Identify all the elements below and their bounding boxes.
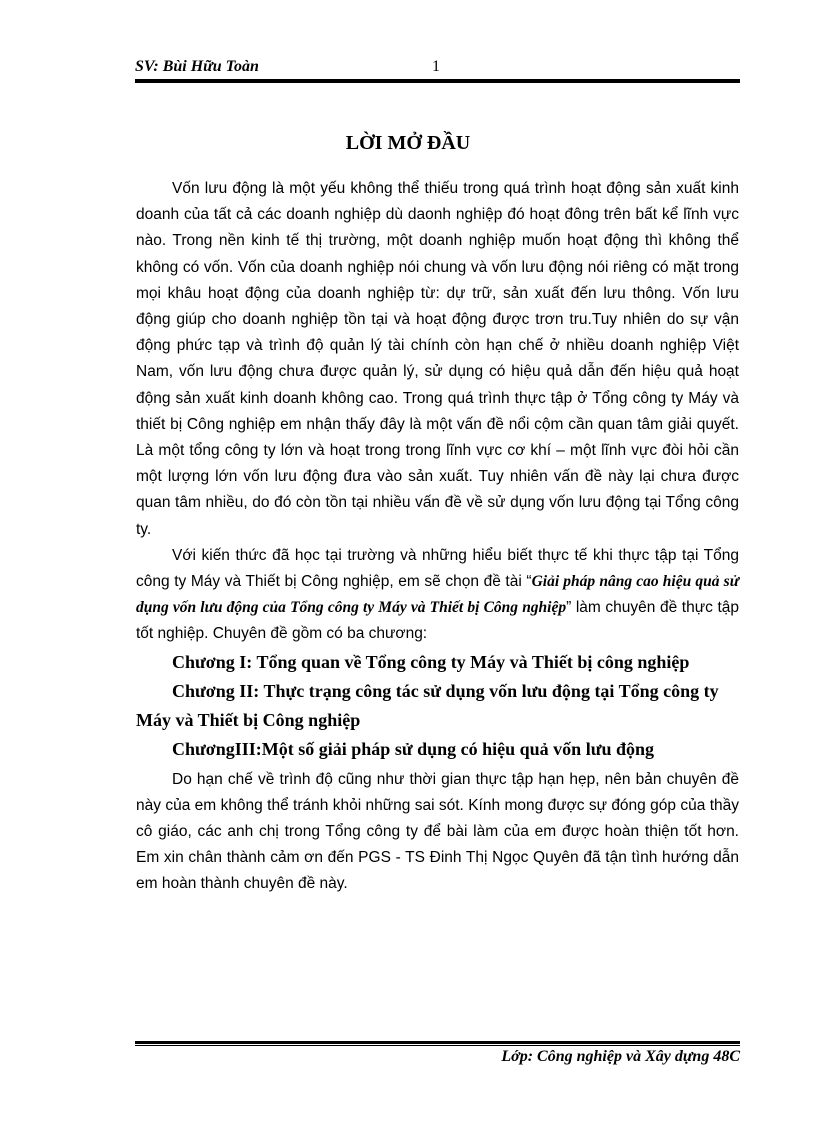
paragraph-acknowledgement: Do hạn chế về trình độ cũng như thời gian thực tập hạn hẹp, nên bản chuyên đề này của em không thể tránh khỏi những sai sót. Kính mong được sự đóng góp của thầy cô giáo, các anh chị trong Tổng công ty để bài làm của em được hoàn thiện tốt hơn. Em xin chân thành cảm ơn đến PGS - TS Đinh Thị Ngọc Quyên đã tận tình hướng dẫn em hoàn thành chuyên đề này. <box>136 770 739 893</box>
chapter-1-heading: Chương I: Tổng quan về Tổng công ty Máy và Thiết bị công nghiệp <box>172 651 690 672</box>
page-number: 1 <box>432 58 440 75</box>
paragraph-intro: Vốn lưu động là một yếu không thể thiếu trong quá trình hoạt động sản xuất kinh doanh của tất cả các doanh nghiệp dù daonh nghiệp đó hoạt đông trên bất kể lĩnh vực nào. Trong nền kinh tế thị trường, một doanh nghiệp muốn hoạt động thì không thể không có vốn. Vốn của doanh nghiệp nói chung và vốn lưu động nói riêng có mặt trong mọi khâu hoạt động của doanh nghiệp từ: dự trữ, sản xuất đến lưu thông. Vốn lưu động giúp cho doanh nghiệp tồn tại và hoạt động được trơn tru.Tuy nhiên do sự vận động phức tạp và trình độ quản lý tài chính còn hạn chế ở nhiều doanh nghiệp Việt Nam, vốn lưu động chưa được quản lý, sử dụng có hiệu quả dẫn đến hiệu quả hoạt động sản xuất kinh doanh không cao. Trong quá trình thực tập ở Tổng công ty Máy và thiết bị Công nghiệp em nhận thấy đây là một vấn đề nổi cộm cần quan tâm giải quyết. Là một tổng công ty lớn và hoạt trong trong lĩnh vực cơ khí – một lĩnh vực đòi hỏi cần một lượng lớn vốn lưu động đưa vào sản xuất. Tuy nhiên vấn đề này lại chưa được quan tâm nhiều, do đó còn tồn tại nhiều vấn đề về sử dụng vốn lưu động tại Tổng công ty. <box>136 180 739 538</box>
topic-lead-text: Với kiến thức đã học tại trường và những hiểu biết thực tế khi thực tập tại Tổng công ty Máy và Thiết bị Công nghiệp, em sẽ chọn đề tài “ <box>136 546 739 591</box>
document-body <box>136 176 739 898</box>
thesis-topic: Giải pháp nâng cao hiệu quả sử dụng vốn lưu động của Tổng công ty Máy và Thiết bị Công nghiệp <box>136 573 739 617</box>
page-header <box>135 58 740 78</box>
footer-class-label: Lớp: Công nghiệp và Xây dựng 48C <box>501 1048 740 1065</box>
author-name: SV: Bùi Hữu Toàn <box>135 58 259 75</box>
topic-tail-text: ” làm chuyên đề thực tập tốt nghiệp. Chuyên đề gồm có ba chương: <box>136 599 739 643</box>
chapter-2-heading: Chương II: Thực trạng công tác sử dụng vốn lưu động tại Tổng công ty Máy và Thiết bị Công nghiệp <box>136 680 719 730</box>
paragraph-topic <box>136 543 739 648</box>
footer-rule <box>135 1041 740 1046</box>
chapter-3-heading: ChươngIII:Một số giải pháp sử dụng có hiệu quả vốn lưu động <box>172 738 655 759</box>
page-title: LỜI MỞ ĐẦU <box>345 132 471 154</box>
header-rule <box>135 79 740 83</box>
